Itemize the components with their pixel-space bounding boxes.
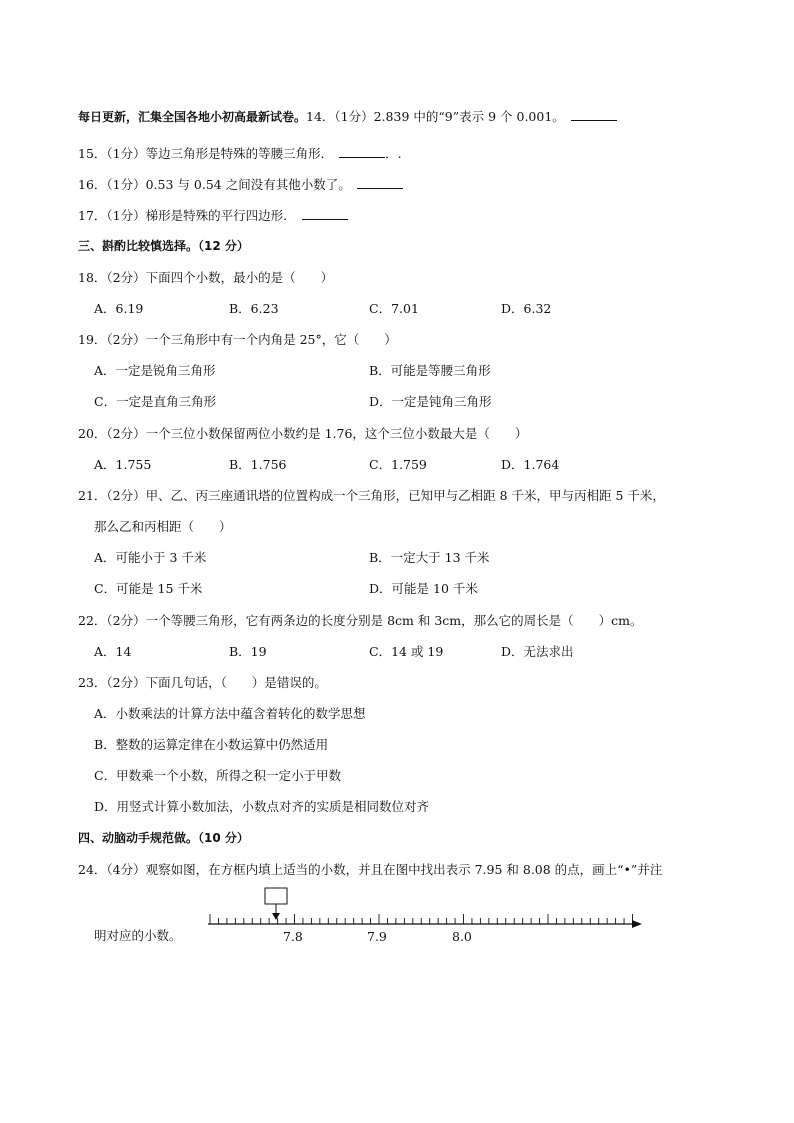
question-23: 23．（2分）下面几句话，（ ）是错误的。 <box>78 675 327 690</box>
number-line-diagram <box>0 880 794 960</box>
question-19: 19．（2分）一个三角形中有一个内角是 25°，它（ ） <box>78 332 397 347</box>
q19-option-a[interactable]: A．一定是锐角三角形 <box>94 363 216 378</box>
q21-option-c[interactable]: C．可能是 15 千米 <box>94 581 203 596</box>
header-banner: 每日更新，汇集全国各地小初高最新试卷。 <box>78 110 307 124</box>
question-17-text: 17．（1分）梯形是特殊的平行四边形． <box>78 208 296 223</box>
q22-option-d[interactable]: D．无法求出 <box>501 644 574 659</box>
question-21-line-1: 21．（2分）甲、乙、丙三座通讯塔的位置构成一个三角形，已知甲与乙相距 8 千米，甲与丙相距 5 千米， <box>78 488 665 503</box>
question-15 <box>78 146 402 162</box>
question-24-line-2: 明对应的小数。 <box>94 928 182 943</box>
q20-option-b[interactable]: B．1.756 <box>229 457 287 472</box>
section-3-title: 三、斟酌比较慎选择。（12 分） <box>78 239 249 253</box>
question-16-text: 16．（1分）0.53 与 0.54 之间没有其他小数了。 <box>78 177 351 192</box>
q18-option-a[interactable]: A．6.19 <box>94 301 144 316</box>
question-17 <box>78 208 348 224</box>
q20-option-c[interactable]: C．1.759 <box>369 457 427 472</box>
q23-option-d[interactable]: D．用竖式计算小数加法，小数点对齐的实质是相同数位对齐 <box>94 799 430 814</box>
question-20: 20．（2分）一个三位小数保留两位小数约是 1.76，这个三位小数最大是（ ） <box>78 426 528 441</box>
q20-option-d[interactable]: D．1.764 <box>501 457 560 472</box>
q21-option-a[interactable]: A．可能小于 3 千米 <box>94 550 207 565</box>
number-line-label-7-9: 7.9 <box>367 929 387 944</box>
question-15-tail: ．. <box>385 146 402 161</box>
q21-option-b[interactable]: B．一定大于 13 千米 <box>369 550 490 565</box>
q21-option-d[interactable]: D．可能是 10 千米 <box>369 581 478 596</box>
answer-blank[interactable] <box>302 208 348 220</box>
q18-option-b[interactable]: B．6.23 <box>229 301 279 316</box>
pointer-arrow-icon <box>272 913 280 920</box>
question-21-line-2: 那么乙和丙相距（ ） <box>94 519 232 534</box>
answer-blank[interactable] <box>357 177 403 189</box>
number-line-label-8-0: 8.0 <box>452 929 472 944</box>
question-14 <box>78 109 617 125</box>
q18-option-c[interactable]: C．7.01 <box>369 301 419 316</box>
question-24-line-1: 24．（4分）观察如图，在方框内填上适当的小数，并且在图中找出表示 7.95 和 8.08 的点，画上“•”并注 <box>78 862 663 877</box>
q18-option-d[interactable]: D．6.32 <box>501 301 552 316</box>
answer-blank[interactable] <box>571 109 617 121</box>
question-18: 18．（2分）下面四个小数，最小的是（ ） <box>78 270 334 285</box>
question-22: 22．（2分）一个等腰三角形，它有两条边的长度分别是 8cm 和 3cm，那么它的周长是（ ）cm。 <box>78 613 643 628</box>
answer-blank[interactable] <box>339 146 385 158</box>
question-15-text: 15．（1分）等边三角形是特殊的等腰三角形． <box>78 146 334 161</box>
q19-option-b[interactable]: B．可能是等腰三角形 <box>369 363 491 378</box>
number-line-ticks <box>210 914 633 924</box>
question-16 <box>78 177 403 193</box>
q19-option-c[interactable]: C．一定是直角三角形 <box>94 394 217 409</box>
q20-option-a[interactable]: A．1.755 <box>94 457 152 472</box>
q22-option-b[interactable]: B．19 <box>229 644 267 659</box>
q23-option-b[interactable]: B．整数的运算定律在小数运算中仍然适用 <box>94 737 329 752</box>
question-14-text: 14．（1分）2.839 中的“9”表示 9 个 0.001。 <box>306 109 565 124</box>
q23-option-a[interactable]: A．小数乘法的计算方法中蕴含着转化的数学思想 <box>94 706 366 721</box>
q19-option-d[interactable]: D．一定是钝角三角形 <box>369 394 492 409</box>
section-4-title: 四、动脑动手规范做。（10 分） <box>78 831 249 845</box>
arrow-head-icon <box>632 920 642 928</box>
q22-option-a[interactable]: A．14 <box>94 644 132 659</box>
number-line-label-7-8: 7.8 <box>283 929 303 944</box>
q22-option-c[interactable]: C．14 或 19 <box>369 644 444 659</box>
q23-option-c[interactable]: C．甲数乘一个小数，所得之积一定小于甲数 <box>94 768 342 783</box>
answer-box[interactable] <box>265 888 287 904</box>
